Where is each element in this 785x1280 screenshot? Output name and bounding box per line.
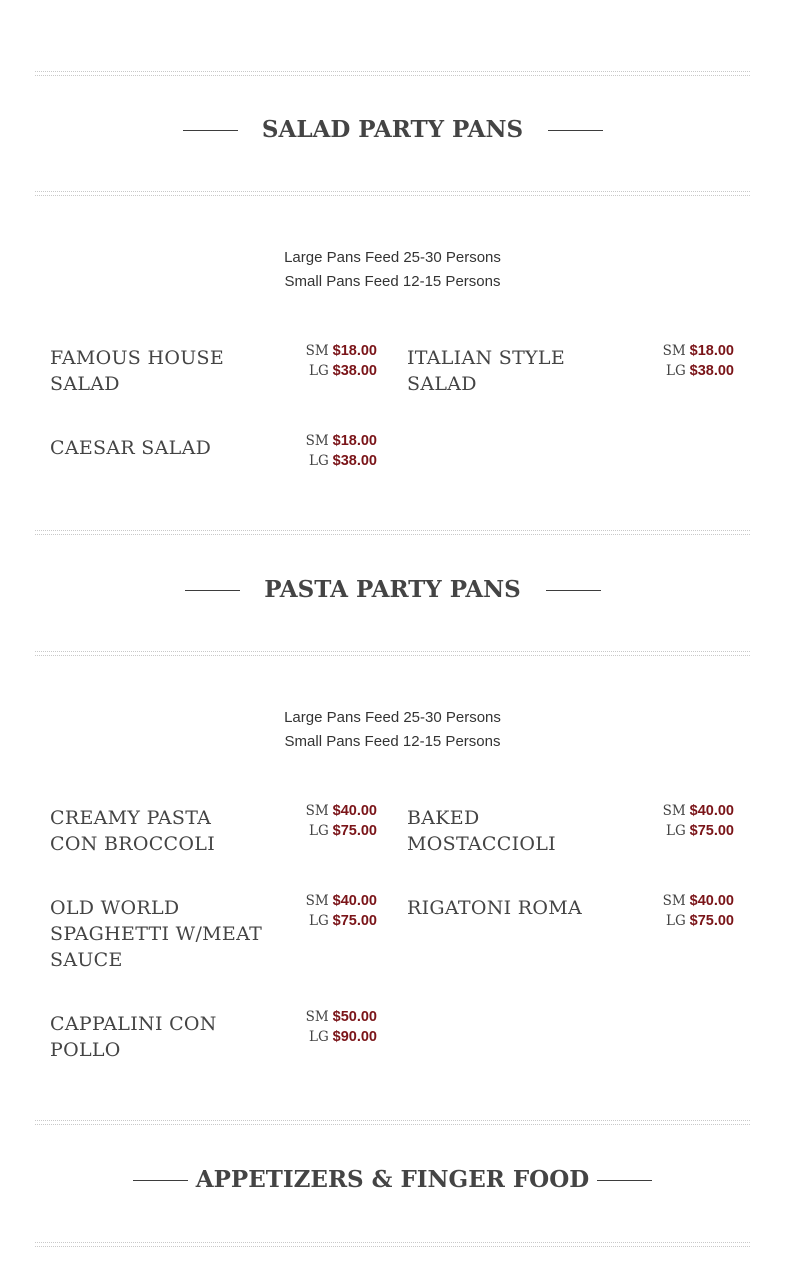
item-name: CREAMY PASTA CON BROCCOLI	[50, 807, 215, 855]
menu-item	[50, 805, 377, 885]
size-label-sm: SM	[305, 1009, 329, 1025]
menu-item	[407, 805, 734, 885]
size-label-lg: LG	[309, 363, 329, 379]
serving-note-small: Small Pans Feed 12-15 Persons	[284, 733, 501, 750]
item-prices	[306, 891, 377, 931]
price-sm: $50.00	[332, 1009, 377, 1025]
item-prices	[663, 341, 734, 381]
serving-note-large: Large Pans Feed 25-30 Persons	[284, 709, 501, 726]
menu-item	[407, 345, 734, 425]
menu-item	[50, 435, 377, 515]
section-divider	[35, 191, 750, 196]
size-label-sm: SM	[662, 803, 686, 819]
size-label-lg: LG	[309, 453, 329, 469]
item-prices	[663, 801, 734, 841]
price-lg: $75.00	[332, 823, 377, 839]
price-lg: $75.00	[689, 823, 734, 839]
price-lg: $90.00	[332, 1029, 377, 1045]
size-label-sm: SM	[662, 893, 686, 909]
size-label-lg: LG	[309, 1029, 329, 1045]
section-title-salad: SALAD PARTY PANS	[261, 116, 524, 143]
size-label-lg: LG	[666, 913, 686, 929]
item-prices	[663, 891, 734, 931]
section-title-appetizers: APPETIZERS & FINGER FOOD	[195, 1166, 590, 1193]
serving-note-large: Large Pans Feed 25-30 Persons	[284, 249, 501, 266]
item-name: BAKED MOSTACCIOLI	[407, 807, 556, 855]
size-label-sm: SM	[305, 893, 329, 909]
serving-note-small: Small Pans Feed 12-15 Persons	[284, 273, 501, 290]
price-sm: $40.00	[332, 893, 377, 909]
item-prices	[306, 341, 377, 381]
price-lg: $38.00	[689, 363, 734, 379]
price-sm: $40.00	[689, 893, 734, 909]
price-sm: $18.00	[332, 343, 377, 359]
menu-item	[50, 345, 377, 425]
section-divider	[35, 530, 750, 535]
section-divider	[35, 1242, 750, 1247]
title-decoration-line	[546, 590, 601, 591]
title-decoration-line	[597, 1180, 652, 1181]
size-label-sm: SM	[305, 343, 329, 359]
item-name: RIGATONI ROMA	[407, 897, 583, 919]
item-name: OLD WORLD SPAGHETTI W/MEAT SAUCE	[50, 897, 263, 971]
size-label-lg: LG	[309, 913, 329, 929]
item-name: FAMOUS HOUSE SALAD	[50, 347, 224, 395]
size-label-sm: SM	[305, 803, 329, 819]
section-divider	[35, 71, 750, 76]
item-prices	[306, 801, 377, 841]
menu-item	[50, 895, 377, 995]
size-label-sm: SM	[662, 343, 686, 359]
size-label-sm: SM	[305, 433, 329, 449]
size-label-lg: LG	[666, 363, 686, 379]
price-lg: $38.00	[332, 453, 377, 469]
item-prices	[306, 1007, 377, 1047]
section-divider	[35, 651, 750, 656]
price-sm: $40.00	[332, 803, 377, 819]
price-lg: $75.00	[332, 913, 377, 929]
title-decoration-line	[548, 130, 603, 131]
item-name: ITALIAN STYLE SALAD	[407, 347, 565, 395]
size-label-lg: LG	[309, 823, 329, 839]
item-prices	[306, 431, 377, 471]
menu-item	[50, 1011, 377, 1091]
price-lg: $75.00	[689, 913, 734, 929]
price-sm: $18.00	[332, 433, 377, 449]
menu-item	[407, 895, 734, 975]
item-name: CAPPALINI CON POLLO	[50, 1013, 217, 1061]
section-title-pasta: PASTA PARTY PANS	[264, 576, 521, 603]
item-name: CAESAR SALAD	[50, 437, 212, 459]
price-sm: $18.00	[689, 343, 734, 359]
size-label-lg: LG	[666, 823, 686, 839]
price-lg: $38.00	[332, 363, 377, 379]
price-sm: $40.00	[689, 803, 734, 819]
section-divider	[35, 1120, 750, 1125]
